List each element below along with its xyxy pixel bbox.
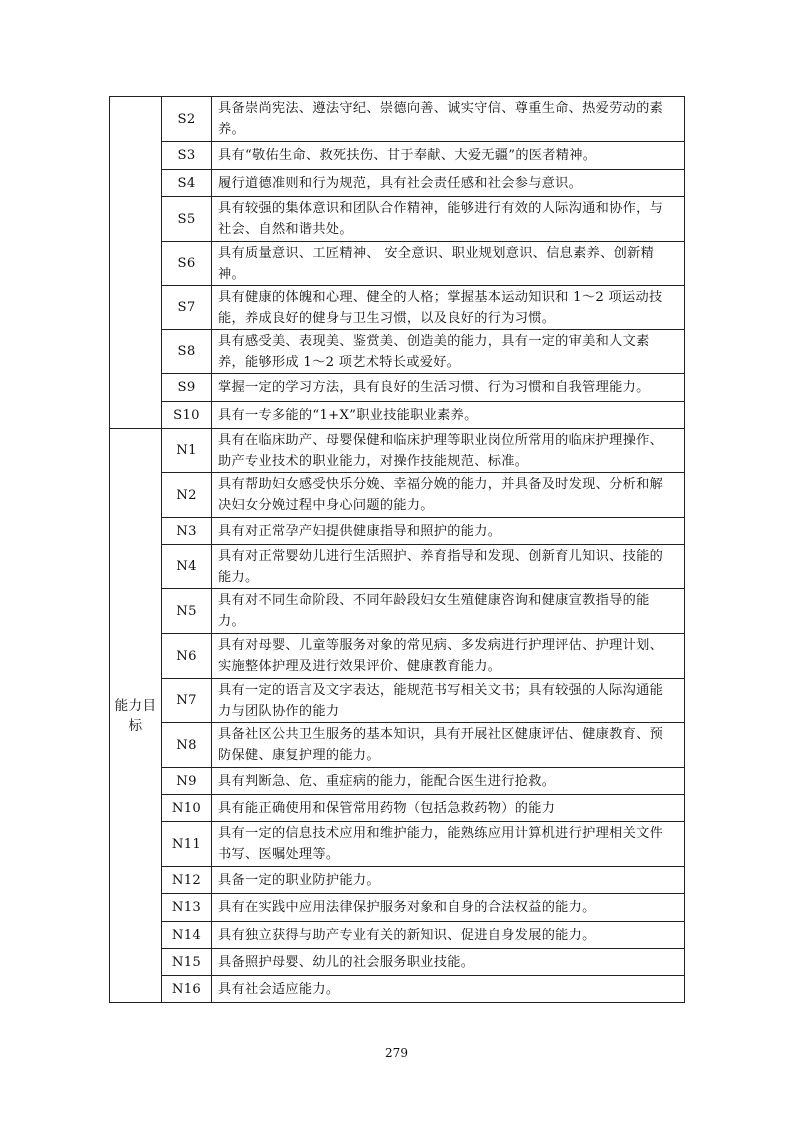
page-number: 279 — [385, 1046, 408, 1060]
row-text: 具有判断急、危、重症病的能力，能配合医生进行抢救。 — [212, 768, 685, 795]
table-row — [110, 867, 685, 894]
row-code: N8 — [162, 723, 212, 768]
table-row — [110, 822, 685, 867]
category-cell-quality — [110, 97, 162, 429]
row-text: 掌握一定的学习方法，具有良好的生活习惯、行为习惯和自我管理能力。 — [212, 374, 685, 402]
row-code: N13 — [162, 894, 212, 922]
row-text: 具有质量意识、工匠精神、 安全意识、职业规划意识、信息素养、创新精神。 — [212, 242, 685, 286]
table-row — [110, 768, 685, 795]
table-row — [110, 922, 685, 949]
row-code: S8 — [162, 330, 212, 374]
category-label-ability: 能力目标 — [110, 429, 162, 1003]
row-code: N16 — [162, 976, 212, 1003]
table-row — [110, 976, 685, 1003]
row-text: 具有在实践中应用法律保护服务对象和自身的合法权益的能力。 — [212, 894, 685, 922]
table-row — [110, 894, 685, 922]
table-row — [110, 723, 685, 768]
table-row — [110, 330, 685, 374]
table-row — [110, 429, 685, 473]
row-text: 具有较强的集体意识和团队合作精神，能够进行有效的人际沟通和协作，与社会、自然和谐共处。 — [212, 197, 685, 242]
row-text: 具有“敬佑生命、救死扶伤、甘于奉献、大爱无疆”的医者精神。 — [212, 142, 685, 170]
table-row — [110, 197, 685, 242]
table-row — [110, 473, 685, 518]
row-text: 具有感受美、表现美、鉴赏美、创造美的能力，具有一定的审美和人文素养，能够形成 1～2 项艺术特长或爱好。 — [212, 330, 685, 374]
row-code: N14 — [162, 922, 212, 949]
row-code: N12 — [162, 867, 212, 894]
row-code: N3 — [162, 518, 212, 545]
table-row — [110, 242, 685, 286]
row-code: N7 — [162, 679, 212, 723]
table-row — [110, 402, 685, 429]
table-row — [110, 589, 685, 634]
row-text: 具有一专多能的“1+X”职业技能职业素养。 — [212, 402, 685, 429]
row-text: 具有健康的体魄和心理、健全的人格；掌握基本运动知识和 1～2 项运动技能，养成良好的健身与卫生习惯，以及良好的行为习惯。 — [212, 286, 685, 330]
table-row — [110, 795, 685, 822]
row-text: 具有独立获得与助产专业有关的新知识、促进自身发展的能力。 — [212, 922, 685, 949]
row-code: S4 — [162, 170, 212, 197]
row-text: 具有对母婴、儿童等服务对象的常见病、多发病进行护理评估、护理计划、实施整体护理及进行效果评价、健康教育能力。 — [212, 634, 685, 679]
row-code: S2 — [162, 97, 212, 142]
row-code: S10 — [162, 402, 212, 429]
row-code: N15 — [162, 949, 212, 976]
row-text: 具有能正确使用和保管常用药物（包括急救药物）的能力 — [212, 795, 685, 822]
row-code: N4 — [162, 545, 212, 589]
table-row — [110, 374, 685, 402]
row-code: S7 — [162, 286, 212, 330]
row-code: N6 — [162, 634, 212, 679]
row-text: 履行道德准则和行为规范，具有社会责任感和社会参与意识。 — [212, 170, 685, 197]
row-code: N2 — [162, 473, 212, 518]
row-text: 具备照护母婴、幼儿的社会服务职业技能。 — [212, 949, 685, 976]
row-code: S3 — [162, 142, 212, 170]
row-code: N9 — [162, 768, 212, 795]
table-row — [110, 949, 685, 976]
row-code: S9 — [162, 374, 212, 402]
row-code: S5 — [162, 197, 212, 242]
row-text: 具有一定的语言及文字表达，能规范书写相关文书；具有较强的人际沟通能力与团队协作的能力 — [212, 679, 685, 723]
objectives-table — [109, 96, 685, 1003]
row-text: 具有帮助妇女感受快乐分娩、幸福分娩的能力，并具备及时发现、分析和解决妇女分娩过程中身心问题的能力。 — [212, 473, 685, 518]
table-row — [110, 286, 685, 330]
row-code: N5 — [162, 589, 212, 634]
row-code: N11 — [162, 822, 212, 867]
table-row — [110, 634, 685, 679]
row-text: 具备社区公共卫生服务的基本知识，具有开展社区健康评估、健康教育、预防保健、康复护理的能力。 — [212, 723, 685, 768]
table-row — [110, 545, 685, 589]
row-text: 具有对正常婴幼儿进行生活照护、养育指导和发现、创新育儿知识、技能的能力。 — [212, 545, 685, 589]
row-text: 具有对不同生命阶段、不同年龄段妇女生殖健康咨询和健康宣教指导的能力。 — [212, 589, 685, 634]
row-text: 具有对正常孕产妇提供健康指导和照护的能力。 — [212, 518, 685, 545]
table-row — [110, 518, 685, 545]
table-row — [110, 142, 685, 170]
table-row — [110, 170, 685, 197]
table-row — [110, 97, 685, 142]
objectives-table-body — [110, 97, 685, 1003]
row-text: 具备崇尚宪法、遵法守纪、崇德向善、诚实守信、尊重生命、热爱劳动的素养。 — [212, 97, 685, 142]
table-row — [110, 679, 685, 723]
row-code: N1 — [162, 429, 212, 473]
row-code: S6 — [162, 242, 212, 286]
row-text: 具有社会适应能力。 — [212, 976, 685, 1003]
row-text: 具备一定的职业防护能力。 — [212, 867, 685, 894]
row-code: N10 — [162, 795, 212, 822]
row-text: 具有在临床助产、母婴保健和临床护理等职业岗位所常用的临床护理操作、助产专业技术的职业能力，对操作技能规范、标准。 — [212, 429, 685, 473]
row-text: 具有一定的信息技术应用和维护能力，能熟练应用计算机进行护理相关文件书写、医嘱处理等。 — [212, 822, 685, 867]
